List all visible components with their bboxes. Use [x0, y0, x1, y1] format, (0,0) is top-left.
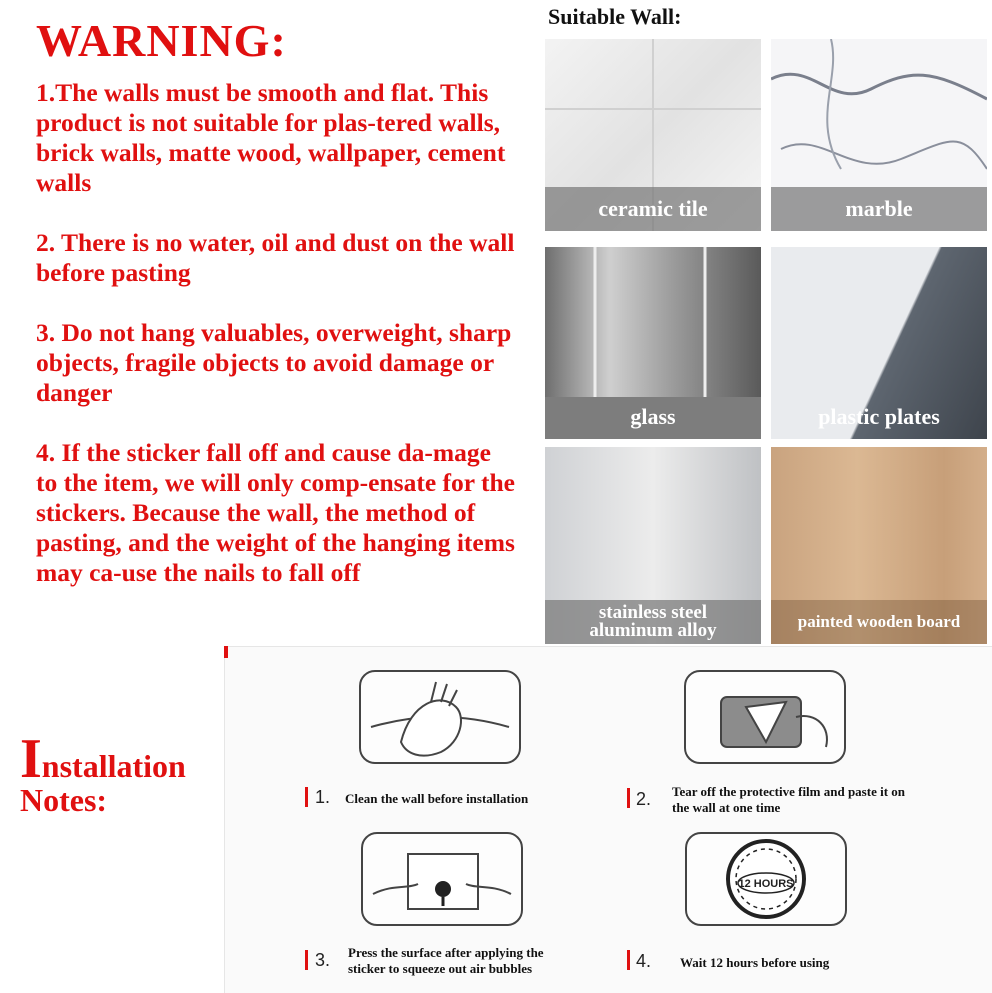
tile-caption: plastic plates: [818, 404, 940, 429]
heading-initial: I: [20, 728, 42, 790]
wipe-wall-icon: [359, 670, 521, 764]
tile-plastic: [771, 247, 987, 439]
tile-caption: [545, 600, 761, 644]
heading-rest: nstallation: [41, 748, 186, 784]
suitable-wall-title: Suitable Wall:: [548, 4, 682, 29]
tile-stainless: [545, 447, 761, 644]
step-text: Tear off the protective film and paste it on the wall at one time: [672, 784, 906, 815]
step-number: 1.: [315, 787, 331, 807]
clock-drawing: [687, 834, 845, 924]
tile-caption: glass: [630, 404, 676, 429]
step-bar: [305, 787, 308, 807]
rule-2: 2. There is no water, oil and dust on the wall before pasting: [36, 228, 515, 287]
tile-marble: [771, 39, 987, 231]
peel-film-icon: [684, 670, 846, 764]
step-bar: [627, 950, 630, 970]
clock-icon: [685, 832, 847, 926]
clock-label: 12 HOURS: [738, 878, 794, 890]
rule-1: 1.The walls must be smooth and flat. This product is not suitable for plas-tered walls, brick walls, matte wood, wallpaper, cement walls: [36, 78, 506, 197]
heading-line2: Notes:: [20, 782, 108, 818]
wipe-wall-drawing: [361, 672, 519, 762]
warning-rules: [36, 78, 516, 618]
tile-caption: painted wooden board: [771, 600, 987, 644]
peel-film-drawing: [686, 672, 844, 762]
warning-title: WARNING:: [36, 15, 287, 66]
tile-caption: ceramic tile: [545, 187, 761, 231]
installation-heading: [20, 728, 186, 818]
step-text: Wait 12 hours before using: [680, 955, 830, 970]
tile-caption-line2: aluminum alloy: [589, 620, 717, 641]
tile-glass: [545, 247, 761, 439]
step-bar: [627, 788, 630, 808]
press-bubbles-icon: [361, 832, 523, 926]
step-bar: [305, 950, 308, 970]
tile-wood: [771, 447, 987, 644]
rule-4: 4. If the sticker fall off and cause da-mage to the item, we will only comp-ensate for the stickers. Because the wall, the method of pasting, and the weight of the hanging items may ca-use the nails to fall off: [36, 438, 515, 587]
tile-caption-line1: stainless steel: [598, 602, 708, 623]
rule-3: 3. Do not hang valuables, overweight, sharp objects, fragile objects to avoid damage or danger: [36, 318, 512, 407]
press-bubbles-drawing: [363, 834, 521, 924]
step-number: 4.: [636, 951, 652, 971]
installation-panel: [224, 646, 992, 993]
step-text: Press the surface after applying the sticker to squeeze out air bubbles: [348, 945, 544, 976]
panel-accent-mark: [224, 646, 228, 658]
step-number: 3.: [315, 950, 331, 970]
tile-ceramic: [545, 39, 761, 231]
step-text: Clean the wall before installation: [345, 791, 529, 806]
tile-caption: marble: [771, 187, 987, 231]
step-number: 2.: [636, 789, 652, 809]
